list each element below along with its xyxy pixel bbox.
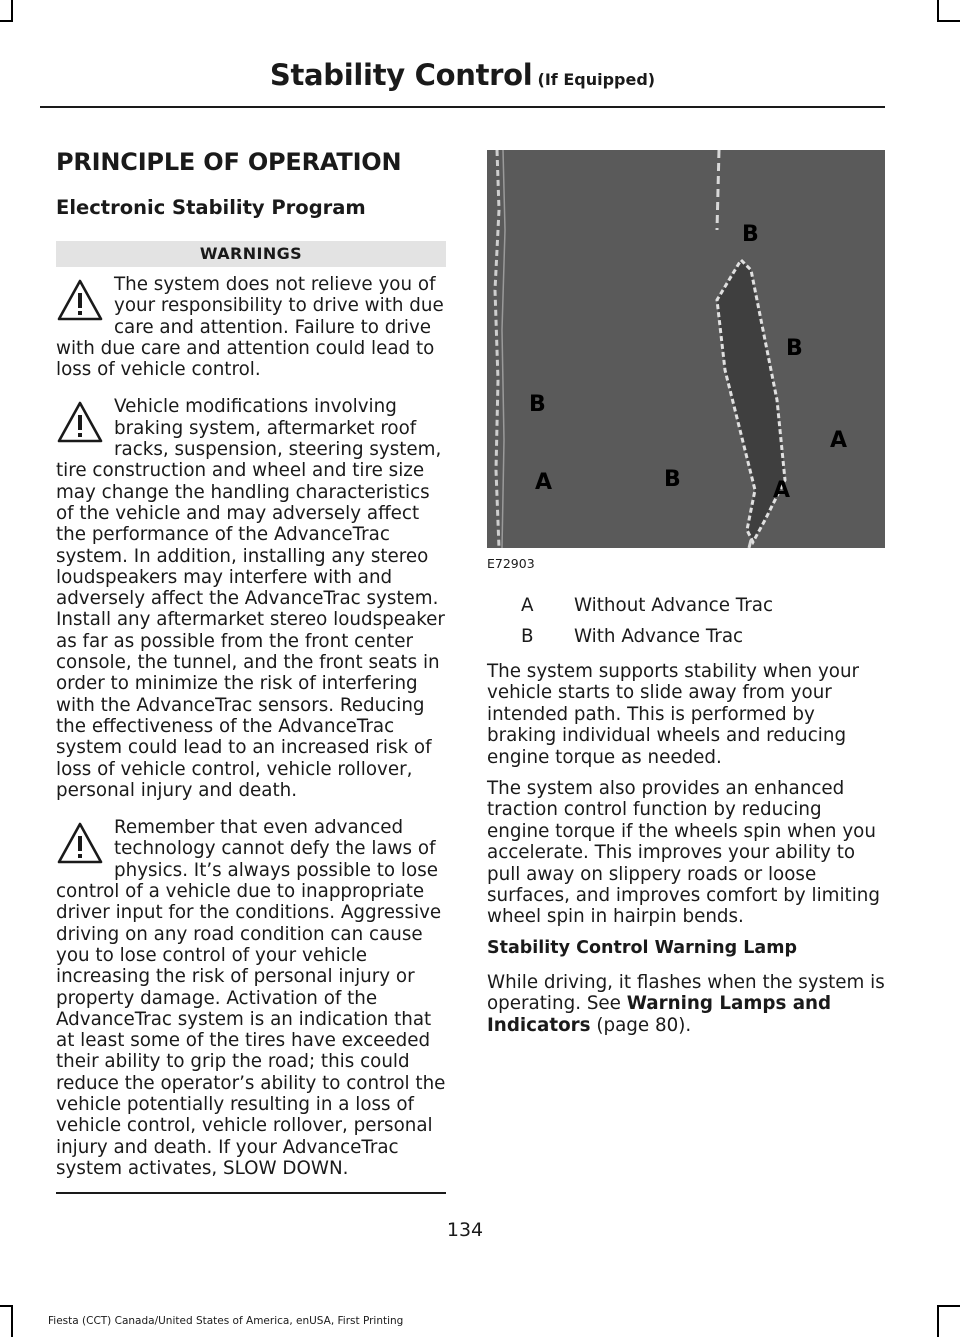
subsection-title: Electronic Stability Program <box>56 196 366 219</box>
page-title: Stability Control <box>269 58 533 92</box>
warning-text: Vehicle modifications involving braking system, aftermarket roof racks, suspension, steering system, tire construction and wheel and tire size may change the handling characteristics of the vehicle and may adversely affect the performance of the AdvanceTrac system. In addition, installing any stereo loudspeakers may interfere with and adversely affect the AdvanceTrac system. Install any aftermarket stereo loudspeaker as far as possible from the front center console, the tunnel, and the front seats in order to minimize the risk of interfering with the AdvanceTrac sensors. Reducing the effectiveness of the AdvanceTrac system could lead to an increased risk of loss of vehicle control, vehicle rollover, personal injury and death. <box>56 396 445 801</box>
crop-mark <box>11 1305 13 1337</box>
para-text: While driving, it flashes when the system is operating. See <box>487 971 885 1015</box>
warning-text: The system does not relieve you of your responsibility to drive with due care and attention. Failure to drive with due care and attention could lead to loss of vehicle control. <box>56 274 444 381</box>
legend-item <box>487 595 885 616</box>
header-rule <box>40 106 885 108</box>
figure-label: A <box>535 470 553 495</box>
body-paragraph: The system also provides an enhanced traction control function by reducing engine torque if the wheels spin when you accelerate. This improves your ability to pull away on slippery roads or loose surfaces, and improves comfort by limiting wheel spin in hairpin bends. <box>487 778 880 928</box>
cross-reference-link[interactable]: Warning Lamps and Indicators <box>487 993 832 1036</box>
stability-illustration <box>487 150 885 548</box>
right-column <box>487 150 885 1046</box>
page-number: 134 <box>446 1219 484 1241</box>
warning-item <box>56 396 446 801</box>
figure-label: B <box>742 222 759 247</box>
lamp-heading: Stability Control Warning Lamp <box>487 937 797 958</box>
warnings-heading: WARNINGS <box>56 241 446 267</box>
figure-id: E72903 <box>487 556 535 571</box>
figure-label: B <box>664 467 681 492</box>
warning-triangle-icon <box>56 821 104 865</box>
crop-mark <box>937 1305 960 1307</box>
legend-text: Without Advance Trac <box>574 595 774 616</box>
crop-mark <box>937 1305 939 1337</box>
footer-text: Fiesta (CCT) Canada/United States of America, enUSA, First Printing <box>48 1315 404 1327</box>
legend-item <box>487 626 885 647</box>
warning-triangle-icon <box>56 278 104 322</box>
body-paragraph: The system supports stability when your vehicle starts to slide away from your intended path. This is performed by braking individual wheels and reducing engine torque as needed. <box>487 661 860 768</box>
legend-text: With Advance Trac <box>574 626 744 647</box>
body-paragraph <box>487 972 885 1036</box>
left-column <box>56 148 446 1194</box>
legend-key: A <box>521 595 534 616</box>
page-subtitle: (If Equipped) <box>537 70 656 89</box>
warning-text: Remember that even advanced technology cannot defy the laws of physics. It’s always possible to lose control of a vehicle due to inappropriate driver input for the conditions. Aggressive driving on any road condition can cause you to lose control of your vehicle increasing the risk of personal injury or property damage. Activation of the AdvanceTrac system is an indication that at least some of the tires have exceeded their ability to grip the road; this could reduce the operator’s ability to control the vehicle potentially resulting in a loss of vehicle control, vehicle rollover, personal injury and death. If your AdvanceTrac system activates, SLOW DOWN. <box>56 817 446 1179</box>
section-title: PRINCIPLE OF OPERATION <box>56 148 402 176</box>
legend-key: B <box>521 626 534 647</box>
figure-label: B <box>529 392 546 417</box>
crop-mark <box>0 20 13 22</box>
figure-label: A <box>773 478 791 503</box>
warning-item <box>56 274 446 380</box>
crop-mark <box>0 1305 13 1307</box>
crop-mark <box>11 0 13 22</box>
page-header <box>40 58 885 92</box>
crop-mark <box>937 20 960 22</box>
crop-mark <box>937 0 939 22</box>
warning-item <box>56 817 446 1179</box>
warning-triangle-icon <box>56 400 104 444</box>
figure-label: A <box>830 428 848 453</box>
warnings-end-rule <box>56 1192 446 1194</box>
para-text: (page 80). <box>590 1014 692 1036</box>
figure-label: B <box>786 336 803 361</box>
